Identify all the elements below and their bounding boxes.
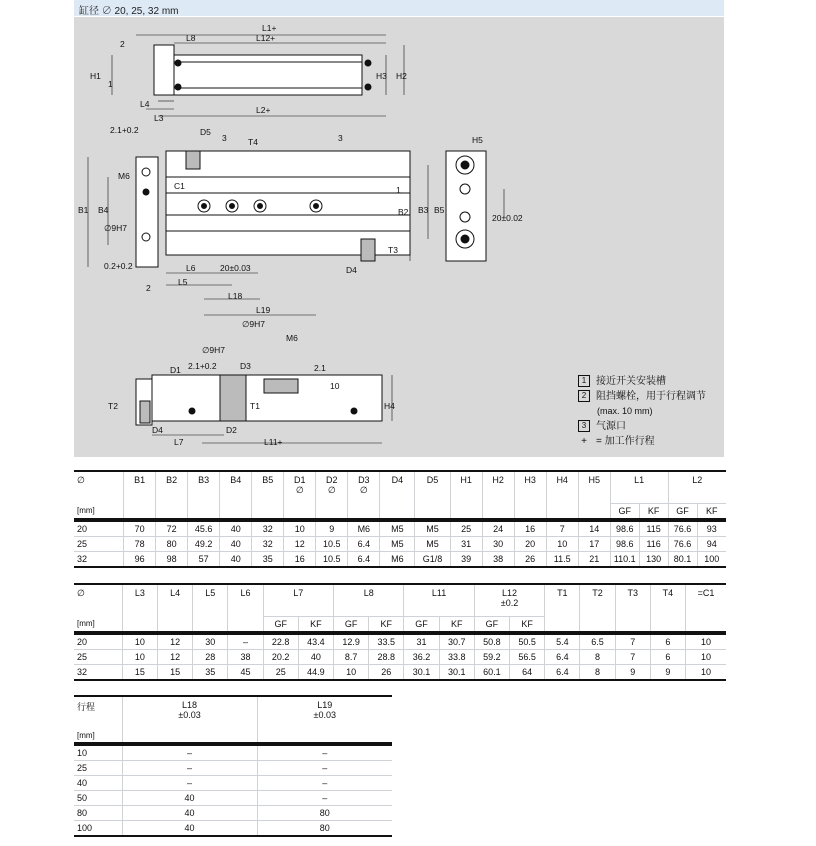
sub-header-cell: KF (697, 504, 726, 521)
table-cell: 25 (74, 761, 122, 776)
table-cell: 31 (450, 537, 482, 552)
table-cell: 10 (122, 633, 157, 650)
table-cell: 40 (220, 537, 252, 552)
sub-header-cell: KF (510, 617, 545, 634)
table-cell: – (122, 776, 257, 791)
table-cell: 10 (334, 665, 369, 681)
table-cell: 7 (546, 520, 578, 537)
header-cell: H3 (514, 471, 546, 504)
table-cell: M5 (415, 537, 450, 552)
table-cell: 98 (156, 552, 188, 568)
table-cell: 7 (615, 650, 650, 665)
table-cell: 22.8 (263, 633, 298, 650)
dim-label: B1 (78, 205, 89, 215)
table-cell: G1/8 (415, 552, 450, 568)
dim-label: L4 (140, 99, 150, 109)
table-cell: 40 (220, 520, 252, 537)
top-end-cap (154, 45, 174, 95)
table-row (74, 665, 726, 681)
table-cell: 9 (615, 665, 650, 681)
sub-header-cell: GF (668, 504, 697, 521)
table-cell: 116 (639, 537, 668, 552)
page-subtitle: 缸径 ∅ 20, 25, 32 mm (79, 6, 179, 17)
header-cell: L4 (157, 584, 192, 617)
dim-label: D5 (200, 127, 211, 137)
table-cell: 16 (284, 552, 316, 568)
dim-label: D4 (152, 425, 163, 435)
dim-label: L3 (154, 113, 164, 123)
header-cell: D4 (380, 471, 415, 504)
table-cell: 40 (74, 776, 122, 791)
table-row (74, 744, 392, 761)
table-cell: 80 (156, 537, 188, 552)
table-cell: 76.6 (668, 537, 697, 552)
table-cell: – (257, 776, 392, 791)
table-cell: 10 (74, 744, 122, 761)
header-cell: L5 (193, 584, 228, 617)
table-cell: 21 (578, 552, 610, 568)
header-cell: L19 ±0.03 (257, 696, 392, 728)
dim-label: T4 (248, 137, 258, 147)
legend-item: 3 气源口 (578, 419, 706, 434)
header-cell: H4 (546, 471, 578, 504)
table-cell: 80 (257, 806, 392, 821)
sub-header-cell: KF (639, 504, 668, 521)
dim-label: 2 (120, 39, 125, 49)
header-cell: L1 (610, 471, 668, 504)
table-cell: 6 (650, 650, 685, 665)
table-cell: 56.5 (510, 650, 545, 665)
table-cell: 32 (252, 537, 284, 552)
table-row (74, 537, 726, 552)
unit-cell: [mm] (74, 617, 122, 634)
table-row (74, 633, 726, 650)
header-cell: L6 (228, 584, 263, 617)
table-cell: 25 (263, 665, 298, 681)
dim-label: T1 (250, 401, 260, 411)
table-cell: 20 (74, 633, 122, 650)
table-cell: 8.7 (334, 650, 369, 665)
legend-note: (max. 10 mm) (597, 406, 653, 416)
dimension-table-2 (74, 583, 726, 681)
table-cell: 6.4 (348, 537, 380, 552)
table-cell: 32 (74, 665, 122, 681)
table-cell: 10 (546, 537, 578, 552)
header-cell: L8 (334, 584, 404, 617)
header-cell: D1 ∅ (284, 471, 316, 504)
dim-label: 2.1+0.2 (110, 125, 139, 135)
header-cell: H5 (578, 471, 610, 504)
table-cell: 26 (514, 552, 546, 568)
dim-label: B4 (98, 205, 109, 215)
header-cell: L18 ±0.03 (122, 696, 257, 728)
table-cell: 80.1 (668, 552, 697, 568)
table-cell: 49.2 (188, 537, 220, 552)
dim-label: L1+ (262, 23, 277, 33)
table-cell: 80 (74, 806, 122, 821)
sub-header-cell: GF (474, 617, 509, 634)
table-cell: 44.9 (298, 665, 333, 681)
table-cell: 12 (284, 537, 316, 552)
unit-cell: [mm] (74, 504, 124, 521)
table-cell: – (257, 744, 392, 761)
table-row (74, 821, 392, 837)
header-cell: B4 (220, 471, 252, 504)
table-cell: M5 (380, 520, 415, 537)
header-cell: T1 (545, 584, 580, 617)
dim-label: ∅9H7 (242, 319, 265, 329)
header-cell: L2 (668, 471, 726, 504)
table-cell: 32 (252, 520, 284, 537)
table-cell: 26 (369, 665, 404, 681)
table-cell: 98.6 (610, 537, 639, 552)
legend-item: + = 加工作行程 (581, 436, 655, 447)
dim-label: 3 (338, 133, 343, 143)
table-cell: 15 (157, 665, 192, 681)
header-cell: 行程 (74, 696, 122, 728)
sub-header-cell: GF (404, 617, 439, 634)
table-cell: 16 (514, 520, 546, 537)
table-cell: – (228, 633, 263, 650)
table-cell: 10 (686, 650, 726, 665)
legend-item: 2 阻挡螺栓，用于行程调节 (578, 389, 706, 404)
table-cell: 5.4 (545, 633, 580, 650)
dim-label: C1 (174, 181, 185, 191)
header-cell: L3 (122, 584, 157, 617)
table-cell: 10.5 (316, 537, 348, 552)
table-cell: 43.4 (298, 633, 333, 650)
table-cell: 59.2 (474, 650, 509, 665)
table-cell: 33.5 (369, 633, 404, 650)
table-cell: 115 (639, 520, 668, 537)
table-cell: 12 (157, 633, 192, 650)
table-cell: 20 (514, 537, 546, 552)
table-cell: 40 (122, 821, 257, 837)
table-cell: 93 (697, 520, 726, 537)
table-cell: 45 (228, 665, 263, 681)
table-cell: – (122, 761, 257, 776)
table-cell: 25 (450, 520, 482, 537)
dimension-table-1 (74, 470, 726, 568)
dim-label: L11+ (264, 437, 283, 447)
sub-header-cell: KF (369, 617, 404, 634)
table-cell: 10 (686, 665, 726, 681)
table-cell: 50.8 (474, 633, 509, 650)
table-cell: 6 (650, 633, 685, 650)
table-cell: 64 (510, 665, 545, 681)
table-cell: 12.9 (334, 633, 369, 650)
dim-label: L12+ (256, 33, 276, 43)
header-cell: T4 (650, 584, 685, 617)
table-cell: 76.6 (668, 520, 697, 537)
dim-label: 20±0.02 (492, 213, 523, 223)
dim-label: L19 (256, 305, 271, 315)
sub-header-cell: GF (334, 617, 369, 634)
header-cell: T3 (615, 584, 650, 617)
header-cell: H2 (482, 471, 514, 504)
dim-label: 0.2+0.2 (104, 261, 133, 271)
table-cell: 38 (228, 650, 263, 665)
dim-label: D3 (240, 361, 251, 371)
table-cell: 40 (122, 791, 257, 806)
table-cell: 10 (686, 633, 726, 650)
dim-label: M6 (118, 171, 130, 181)
header-cell: B2 (156, 471, 188, 504)
table-cell: 12 (157, 650, 192, 665)
table-cell: 110.1 (610, 552, 639, 568)
dim-label: D4 (346, 265, 357, 275)
table-cell: 17 (578, 537, 610, 552)
dim-label: 1 (396, 185, 401, 195)
table-cell: M5 (380, 537, 415, 552)
table-cell: – (257, 791, 392, 806)
dim-label: 3 (222, 133, 227, 143)
table-cell: 28 (193, 650, 228, 665)
table-cell: 38 (482, 552, 514, 568)
table-cell: 72 (156, 520, 188, 537)
header-cell: ∅ (74, 471, 124, 504)
table-cell: 80 (257, 821, 392, 837)
sub-header-cell: GF (610, 504, 639, 521)
dim-label: D1 (170, 365, 181, 375)
table-cell: 98.6 (610, 520, 639, 537)
table-row (74, 791, 392, 806)
header-cell: B3 (188, 471, 220, 504)
table-cell: 70 (124, 520, 156, 537)
legend (578, 374, 706, 449)
table-cell: 33.8 (439, 650, 474, 665)
table-cell: 50.5 (510, 633, 545, 650)
dim-label: B3 (418, 205, 429, 215)
table-cell: 30 (482, 537, 514, 552)
header-cell: T2 (580, 584, 615, 617)
header-cell: =C1 (686, 584, 726, 617)
dim-label: L7 (174, 437, 184, 447)
table-cell: 40 (220, 552, 252, 568)
table-cell: 20.2 (263, 650, 298, 665)
dim-label: B5 (434, 205, 445, 215)
header-cell: D3 ∅ (348, 471, 380, 504)
table-cell: 8 (580, 665, 615, 681)
header-cell: L7 (263, 584, 333, 617)
table-cell: 30.1 (439, 665, 474, 681)
table-cell: 28.8 (369, 650, 404, 665)
table-cell: 10 (284, 520, 316, 537)
header-cell: D2 ∅ (316, 471, 348, 504)
dim-label: D2 (226, 425, 237, 435)
table-cell: 50 (74, 791, 122, 806)
table-row (74, 806, 392, 821)
table-cell: 35 (252, 552, 284, 568)
dim-label: B2 (398, 207, 409, 217)
table-cell: 6.4 (545, 650, 580, 665)
dim-label: 2.1+0.2 (188, 361, 217, 371)
table-cell: – (122, 744, 257, 761)
header-cell: L12 ±0.2 (474, 584, 544, 617)
table-row (74, 520, 726, 537)
header-cell: D5 (415, 471, 450, 504)
table-cell: 9 (316, 520, 348, 537)
dim-label: H3 (376, 71, 387, 81)
sub-header-cell: KF (439, 617, 474, 634)
dim-label: H5 (472, 135, 483, 145)
table-cell: 96 (124, 552, 156, 568)
dim-label: 20±0.03 (220, 263, 251, 273)
table-row (74, 650, 726, 665)
dim-label: H4 (384, 401, 395, 411)
table-cell: 10 (122, 650, 157, 665)
table-cell: 20 (74, 520, 124, 537)
dim-label: L8 (186, 33, 196, 43)
table-cell: 6.4 (348, 552, 380, 568)
stroke-table (74, 695, 392, 837)
table-cell: 30 (193, 633, 228, 650)
table-cell: 24 (482, 520, 514, 537)
table-cell: 32 (74, 552, 124, 568)
header-cell: B5 (252, 471, 284, 504)
table-cell: 25 (74, 537, 124, 552)
dim-label: L18 (228, 291, 243, 301)
table-cell: 11.5 (546, 552, 578, 568)
table-row (74, 761, 392, 776)
table-cell: 31 (404, 633, 439, 650)
dim-label: 2.1 (314, 363, 326, 373)
table-cell: 78 (124, 537, 156, 552)
table-cell: 40 (298, 650, 333, 665)
table-cell: 25 (74, 650, 122, 665)
dim-label: 10 (330, 381, 340, 391)
dim-label: T3 (388, 245, 398, 255)
unit-cell: [mm] (74, 728, 122, 744)
table-row (74, 552, 726, 568)
table-row (74, 776, 392, 791)
table-cell: 15 (122, 665, 157, 681)
sub-header-cell: GF (263, 617, 298, 634)
table-cell: 6.4 (545, 665, 580, 681)
table-cell: 100 (74, 821, 122, 837)
sub-header-cell: KF (298, 617, 333, 634)
header-cell: L11 (404, 584, 474, 617)
table-cell: M6 (380, 552, 415, 568)
dim-label: H1 (90, 71, 101, 81)
dim-label: M6 (286, 333, 298, 343)
table-cell: 7 (615, 633, 650, 650)
dim-label: 1 (108, 79, 113, 89)
table-cell: 10.5 (316, 552, 348, 568)
table-cell: 100 (697, 552, 726, 568)
table-cell: 130 (639, 552, 668, 568)
table-cell: 60.1 (474, 665, 509, 681)
dim-label: L5 (178, 277, 188, 287)
table-cell: 14 (578, 520, 610, 537)
dim-label: T2 (108, 401, 118, 411)
top-body (174, 55, 362, 95)
table-cell: M6 (348, 520, 380, 537)
table-cell: 8 (580, 650, 615, 665)
table-cell: 40 (122, 806, 257, 821)
table-cell: – (257, 761, 392, 776)
table-cell: 45.6 (188, 520, 220, 537)
dim-label: ∅9H7 (104, 223, 127, 233)
table-cell: 9 (650, 665, 685, 681)
legend-item: 1 接近开关安装槽 (578, 374, 706, 389)
table-cell: 35 (193, 665, 228, 681)
table-cell: 6.5 (580, 633, 615, 650)
table-cell: M5 (415, 520, 450, 537)
dim-label: 2 (146, 283, 151, 293)
table-cell: 57 (188, 552, 220, 568)
dim-label: H2 (396, 71, 407, 81)
header-cell: B1 (124, 471, 156, 504)
header-cell: H1 (450, 471, 482, 504)
dim-label: ∅9H7 (202, 345, 225, 355)
dim-label: L2+ (256, 105, 271, 115)
table-cell: 94 (697, 537, 726, 552)
table-cell: 39 (450, 552, 482, 568)
header-cell: ∅ (74, 584, 122, 617)
table-cell: 36.2 (404, 650, 439, 665)
dim-label: L6 (186, 263, 196, 273)
table-cell: 30.1 (404, 665, 439, 681)
table-cell: 30.7 (439, 633, 474, 650)
